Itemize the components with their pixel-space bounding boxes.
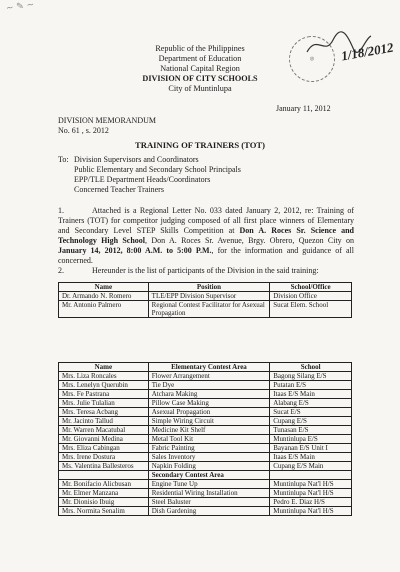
table-row	[59, 462, 352, 471]
table-row	[59, 489, 352, 498]
cell-name: Mrs. Liza Roncales	[59, 372, 149, 381]
cell-school: Muntinlupa Nat'l H/S	[270, 480, 352, 489]
memo-title: TRAINING OF TRAINERS (TOT)	[135, 140, 265, 150]
cell-school: Itaas E/S Main	[270, 390, 352, 399]
handwritten-date: 1/18/2012	[340, 39, 395, 64]
table-row	[59, 507, 352, 516]
paragraph-1	[58, 206, 354, 266]
cell-empty	[270, 471, 352, 480]
paragraph-number: 1.	[58, 206, 64, 215]
cell-name: Mr. Elmer Manzana	[59, 489, 149, 498]
cell-contest-area: Dish Gardening	[148, 507, 270, 516]
cell-school: Muntinlupa Nat'l H/S	[270, 507, 352, 516]
cell-school: Tunasan E/S	[270, 426, 352, 435]
cell-school: Bagong Silang E/S	[270, 372, 352, 381]
cell-contest-area: Tie Dye	[148, 381, 270, 390]
paragraph-text: , for the information and guidance of all concerned.	[58, 246, 354, 265]
recipient-line: Concerned Teacher Trainers	[74, 185, 164, 194]
letterhead-city: City of Muntinlupa	[168, 84, 232, 93]
cell-name: Mrs. Julie Tulalian	[59, 399, 149, 408]
corner-scribble: ~ ✎ ~	[5, 0, 35, 14]
cell-name: Mrs. Lenelyn Querubin	[59, 381, 149, 390]
cell-name: Mr. Jacinto Tallud	[59, 417, 149, 426]
table-row	[59, 480, 352, 489]
participants-table	[58, 362, 352, 516]
cell-name: Mr. Antonio Palmero	[59, 301, 149, 318]
supervisors-table	[58, 282, 352, 318]
column-header: Name	[59, 283, 149, 292]
cell-school: Bayanan E/S Unit I	[270, 444, 352, 453]
cell-empty	[59, 471, 149, 480]
cell-name: Mr. Bonifacio Alicbusan	[59, 480, 149, 489]
cell-contest-area: Engine Tune Up	[148, 480, 270, 489]
column-header: Elementary Contest Area	[148, 363, 270, 372]
cell-contest-area: Asexual Propagation	[148, 408, 270, 417]
table-row	[59, 435, 352, 444]
table-row	[59, 453, 352, 462]
table-subheader-row	[59, 471, 352, 480]
table-row	[59, 381, 352, 390]
table-row	[59, 372, 352, 381]
cell-school: Sucat E/S	[270, 408, 352, 417]
cell-name: Mrs. Normita Senalim	[59, 507, 149, 516]
table-row	[59, 408, 352, 417]
schedule-bold: January 14, 2012, 8:00 A.M. to 5:00 P.M.	[58, 246, 212, 255]
cell-position: TLE/EPP Division Supervisor	[148, 292, 270, 301]
column-header: School	[270, 363, 352, 372]
letterhead-department: Department of Education	[158, 54, 242, 63]
cell-contest-area: Napkin Folding	[148, 462, 270, 471]
table-row	[59, 444, 352, 453]
cell-name: Mr. Giovanni Medina	[59, 435, 149, 444]
recipient-line: EPP/TLE Department Heads/Coordinators	[74, 175, 211, 184]
memo-number: No. 61 , s. 2012	[58, 126, 109, 135]
cell-contest-area: Atchara Making	[148, 390, 270, 399]
memo-type: DIVISION MEMORANDUM	[58, 116, 156, 125]
recipient-line: Division Supervisors and Coordinators	[74, 155, 199, 164]
memo-date: January 11, 2012	[276, 104, 331, 113]
cell-name: Mr. Dionisio Ibuig	[59, 498, 149, 507]
paragraph-text: Attached is a Regional Letter No. 033 dated January 2, 2012, re: Training of Trainers (TOT) for competitor judging composed of all first place winners of Elementary and Secondary Level STEP Skills Competition at	[58, 206, 354, 235]
cell-contest-area: Metal Tool Kit	[148, 435, 270, 444]
table-row	[59, 301, 352, 318]
paragraph-number: 2.	[58, 266, 64, 275]
paragraph-2	[58, 266, 354, 276]
cell-school: Putatan E/S	[270, 381, 352, 390]
cell-name: Dr. Armando N. Romero	[59, 292, 149, 301]
recipient-line: Public Elementary and Secondary School Principals	[74, 165, 241, 174]
cell-contest-area: Fabric Painting	[148, 444, 270, 453]
cell-contest-area: Medicine Kit Shelf	[148, 426, 270, 435]
cell-school: Itaas E/S Main	[270, 453, 352, 462]
cell-name: Mrs. Irene Dostura	[59, 453, 149, 462]
cell-name: Ms. Valentina Ballesteros	[59, 462, 149, 471]
cell-school: Muntinlupa Nat'l H/S	[270, 489, 352, 498]
column-header: Name	[59, 363, 149, 372]
cell-contest-area: Sales Inventory	[148, 453, 270, 462]
letterhead	[120, 44, 280, 94]
cell-contest-area: Residential Wiring Installation	[148, 489, 270, 498]
stamp-seal-icon: ◎	[285, 32, 338, 85]
cell-name: Mrs. Eliza Cabingan	[59, 444, 149, 453]
cell-name: Mrs. Fe Pastrana	[59, 390, 149, 399]
table-row	[59, 292, 352, 301]
cell-school: Cupang E/S	[270, 417, 352, 426]
cell-school: Alabang E/S	[270, 399, 352, 408]
cell-name: Mrs. Teresa Acbang	[59, 408, 149, 417]
table-row	[59, 399, 352, 408]
paragraph-text: Hereunder is the list of participants of the Division in the said training:	[92, 266, 319, 275]
cell-school: Pedro E. Diaz H/S	[270, 498, 352, 507]
table-row	[59, 390, 352, 399]
cell-name: Mr. Warren Macatubal	[59, 426, 149, 435]
cell-contest-area: Flower Arrangement	[148, 372, 270, 381]
cell-school: Muntinlupa E/S	[270, 435, 352, 444]
column-header: Position	[148, 283, 270, 292]
recipients-label: To:	[58, 155, 69, 164]
received-stamp	[285, 30, 395, 90]
cell-contest-area: Steel Baluster	[148, 498, 270, 507]
cell-school: Cupang E/S Main	[270, 462, 352, 471]
cell-contest-area: Pillow Case Making	[148, 399, 270, 408]
table-row	[59, 426, 352, 435]
recipients	[58, 155, 241, 195]
letterhead-country: Republic of the Philippines	[155, 44, 245, 53]
cell-office: Sucat Elem. School	[270, 301, 352, 318]
cell-contest-area: Simple Wiring Circuit	[148, 417, 270, 426]
cell-office: Division Office	[270, 292, 352, 301]
paragraph-text: , Don A. Roces Sr. Avenue, Brgy. Obrero, Quezon City on	[145, 236, 355, 245]
table-row	[59, 498, 352, 507]
secondary-area-subheader: Secondary Contest Area	[148, 471, 270, 480]
cell-position: Regional Contest Facilitator for Asexual Propagation	[148, 301, 270, 318]
letterhead-region: National Capital Region	[160, 64, 240, 73]
table-row	[59, 417, 352, 426]
venue-bold: Don A. Roces Sr. Science and Technology High School	[58, 226, 355, 245]
letterhead-division: DIVISION OF CITY SCHOOLS	[142, 74, 258, 83]
column-header: School/Office	[270, 283, 352, 292]
memo-header	[58, 116, 156, 136]
